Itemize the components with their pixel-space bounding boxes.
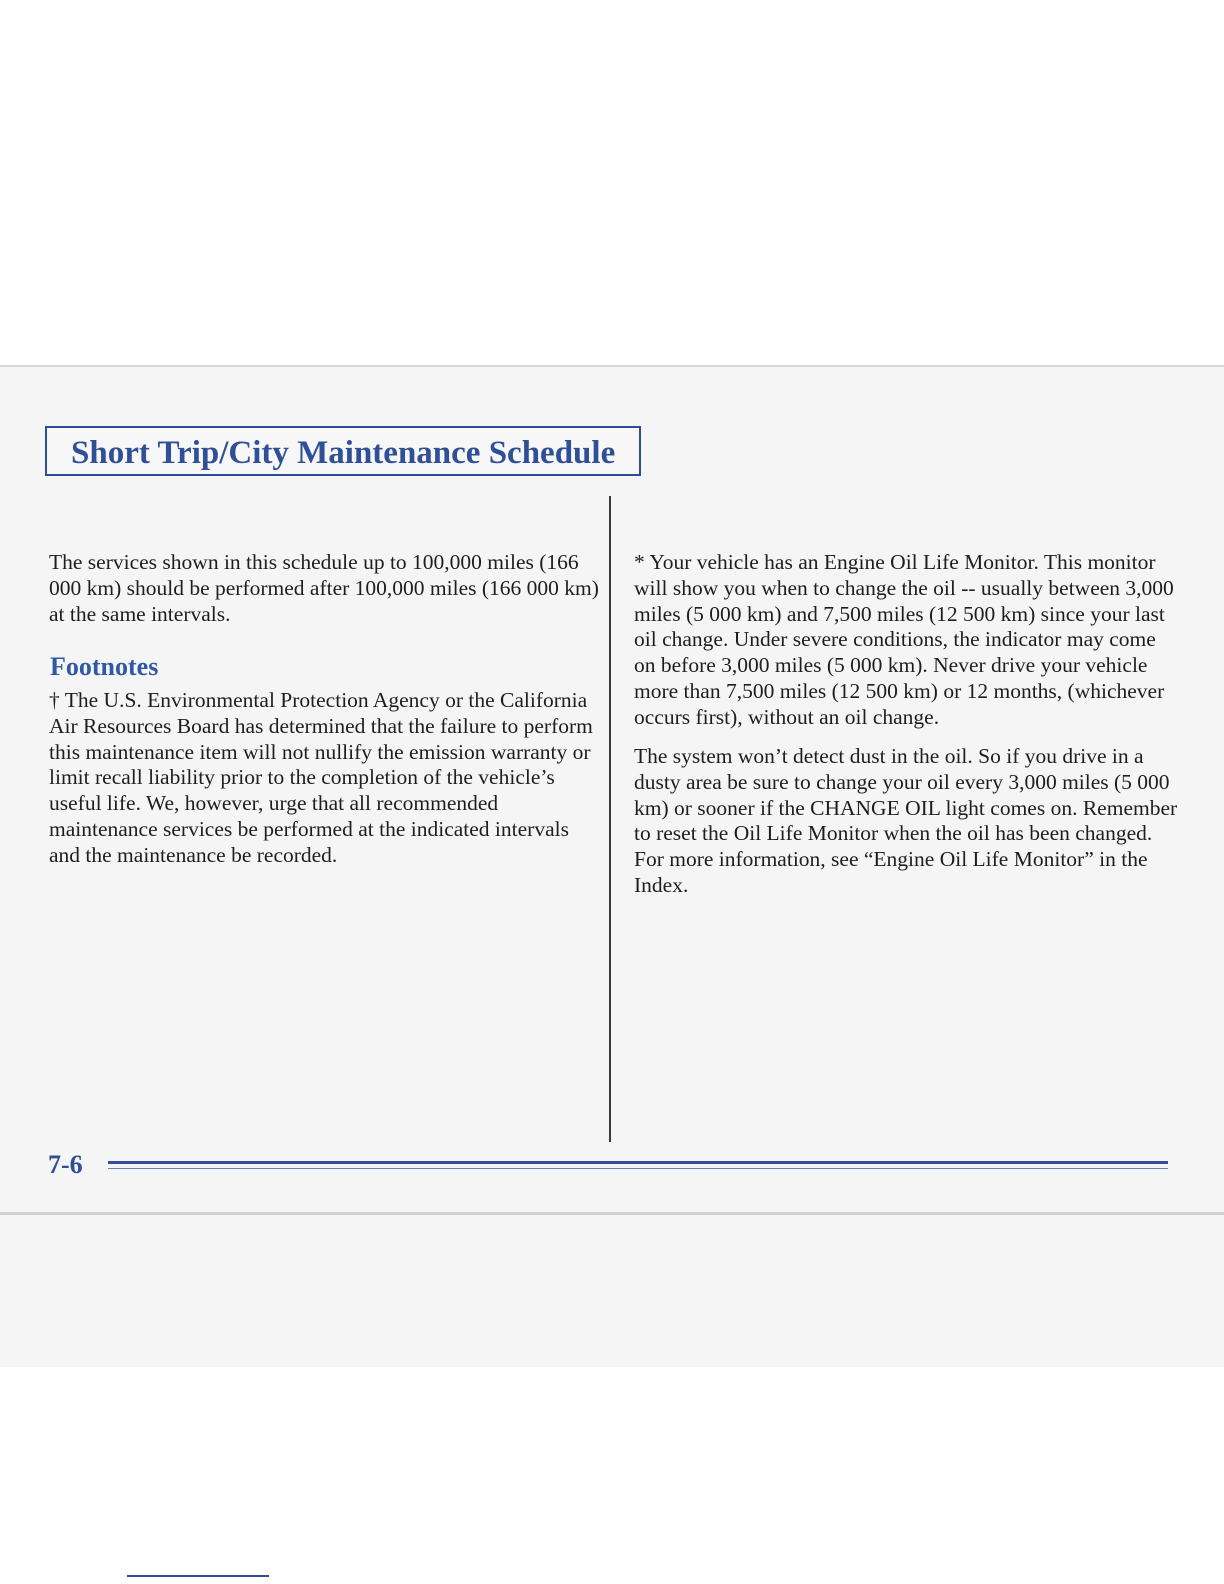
intro-paragraph: The services shown in this schedule up to 100,000 miles (166 000 km) should be performed after 100,000 miles (166 000 km) at the same intervals.: [49, 550, 599, 626]
page-number: 7-6: [48, 1150, 83, 1179]
footnotes-heading: Footnotes: [50, 652, 159, 681]
footnote-asterisk-paragraph: * Your vehicle has an Engine Oil Life Monitor. This monitor will show you when to change the oil -- usually between 3,000 miles (5 000 km) and 7,500 miles (12 500 km) since your last oil change. Under severe conditions, the indicator may come on before 3,000 miles (5 000 km). Never drive your vehicle more than 7,500 miles (12 500 km) or 12 months, (whichever occurs first), without an oil change.: [634, 550, 1174, 729]
footer-rule-thin: [108, 1168, 1168, 1169]
column-divider: [609, 496, 611, 1142]
sheet-bottom-edge: [0, 1212, 1224, 1215]
scan-edge-mark: [127, 1575, 269, 1577]
footnote-dagger-paragraph: † The U.S. Environmental Protection Agency or the California Air Resources Board has determined that the failure to perform this maintenance item will not nullify the emission warranty or limit recall liability prior to the completion of the vehicle’s useful life. We, however, urge that all recommended maintenance services be performed at the indicated intervals and the maintenance be recorded.: [49, 688, 593, 867]
title-box: [45, 426, 641, 476]
footer-rule: [108, 1161, 1168, 1164]
dust-paragraph: The system won’t detect dust in the oil. So if you drive in a dusty area be sure to change your oil every 3,000 miles (5 000 km) or sooner if the CHANGE OIL light comes on. Remember to reset the Oil Life Monitor when the oil has been changed. For more information, see “Engine Oil Life Monitor” in the Index.: [634, 744, 1178, 897]
page-title: Short Trip/City Maintenance Schedule: [71, 435, 616, 471]
